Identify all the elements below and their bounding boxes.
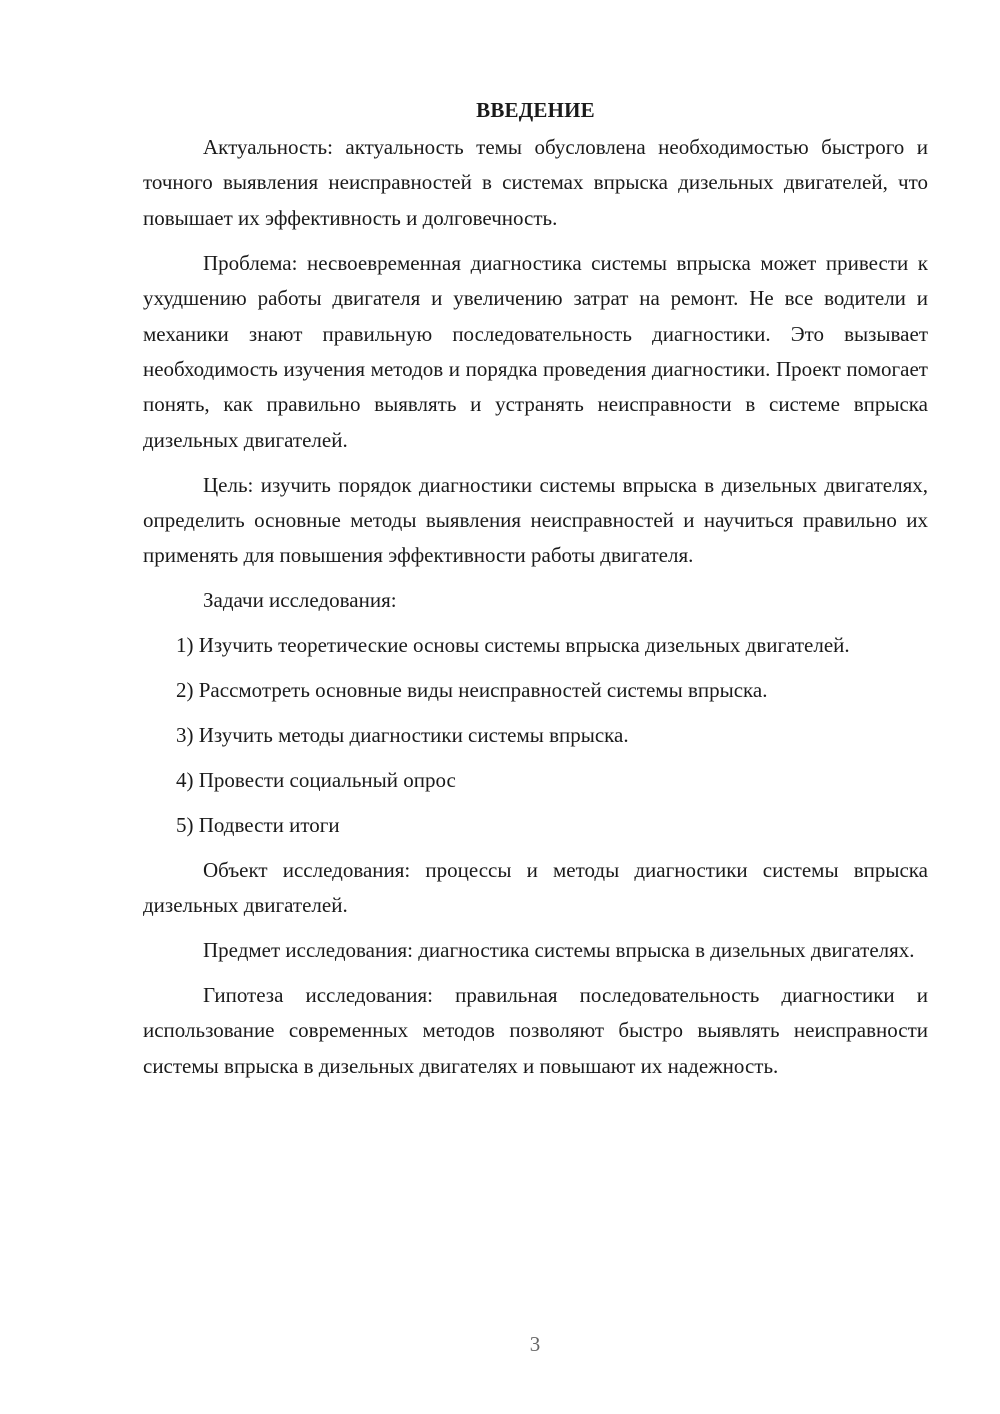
task-item: 3) Изучить методы диагностики системы впрыска.	[176, 723, 629, 748]
paragraph-goal: Цель: изучить порядок диагностики системы впрыска в дизельных двигателях, определить основные методы выявления неисправностей и научиться правильно их применять для повышения эффективности работы двигателя.	[143, 472, 928, 568]
paragraph-object: Объект исследования: процессы и методы диагностики системы впрыска дизельных двигателей.	[143, 857, 928, 918]
paragraph-relevance: Актуальность: актуальность темы обусловлена необходимостью быстрого и точного выявления неисправностей в системах впрыска дизельных двигателей, что повышает их эффективность и долговечность.	[143, 135, 928, 230]
page-number: 3	[529, 1332, 541, 1356]
paragraph-hypothesis: Гипотеза исследования: правильная последовательность диагностики и использование современных методов позволяют быстро выявлять неисправности системы впрыска в дизельных двигателях и повышают их надежность.	[143, 983, 928, 1078]
task-item: 5) Подвести итоги	[176, 812, 340, 837]
paragraph-subject: Предмет исследования: диагностика системы впрыска в дизельных двигателях.	[203, 938, 915, 963]
paragraph-problem: Проблема: несвоевременная диагностика системы впрыска может привести к ухудшению работы двигателя и увеличению затрат на ремонт. Не все водители и механики знают правильную последовательность диагностики. Это вызывает необходимость изучения методов и порядка проведения диагностики. Проект помогает понять, как правильно выявлять и устранять неисправности в системе впрыска дизельных двигателей.	[143, 250, 928, 452]
task-item: 2) Рассмотреть основные виды неисправностей системы впрыска.	[176, 678, 768, 703]
paragraph-tasks-intro: Задачи исследования:	[203, 588, 397, 613]
section-heading: ВВЕДЕНИЕ	[476, 98, 595, 122]
task-item: 4) Провести социальный опрос	[176, 768, 456, 792]
document-page	[143, 92, 928, 1094]
task-item: 1) Изучить теоретические основы системы впрыска дизельных двигателей.	[176, 633, 850, 658]
